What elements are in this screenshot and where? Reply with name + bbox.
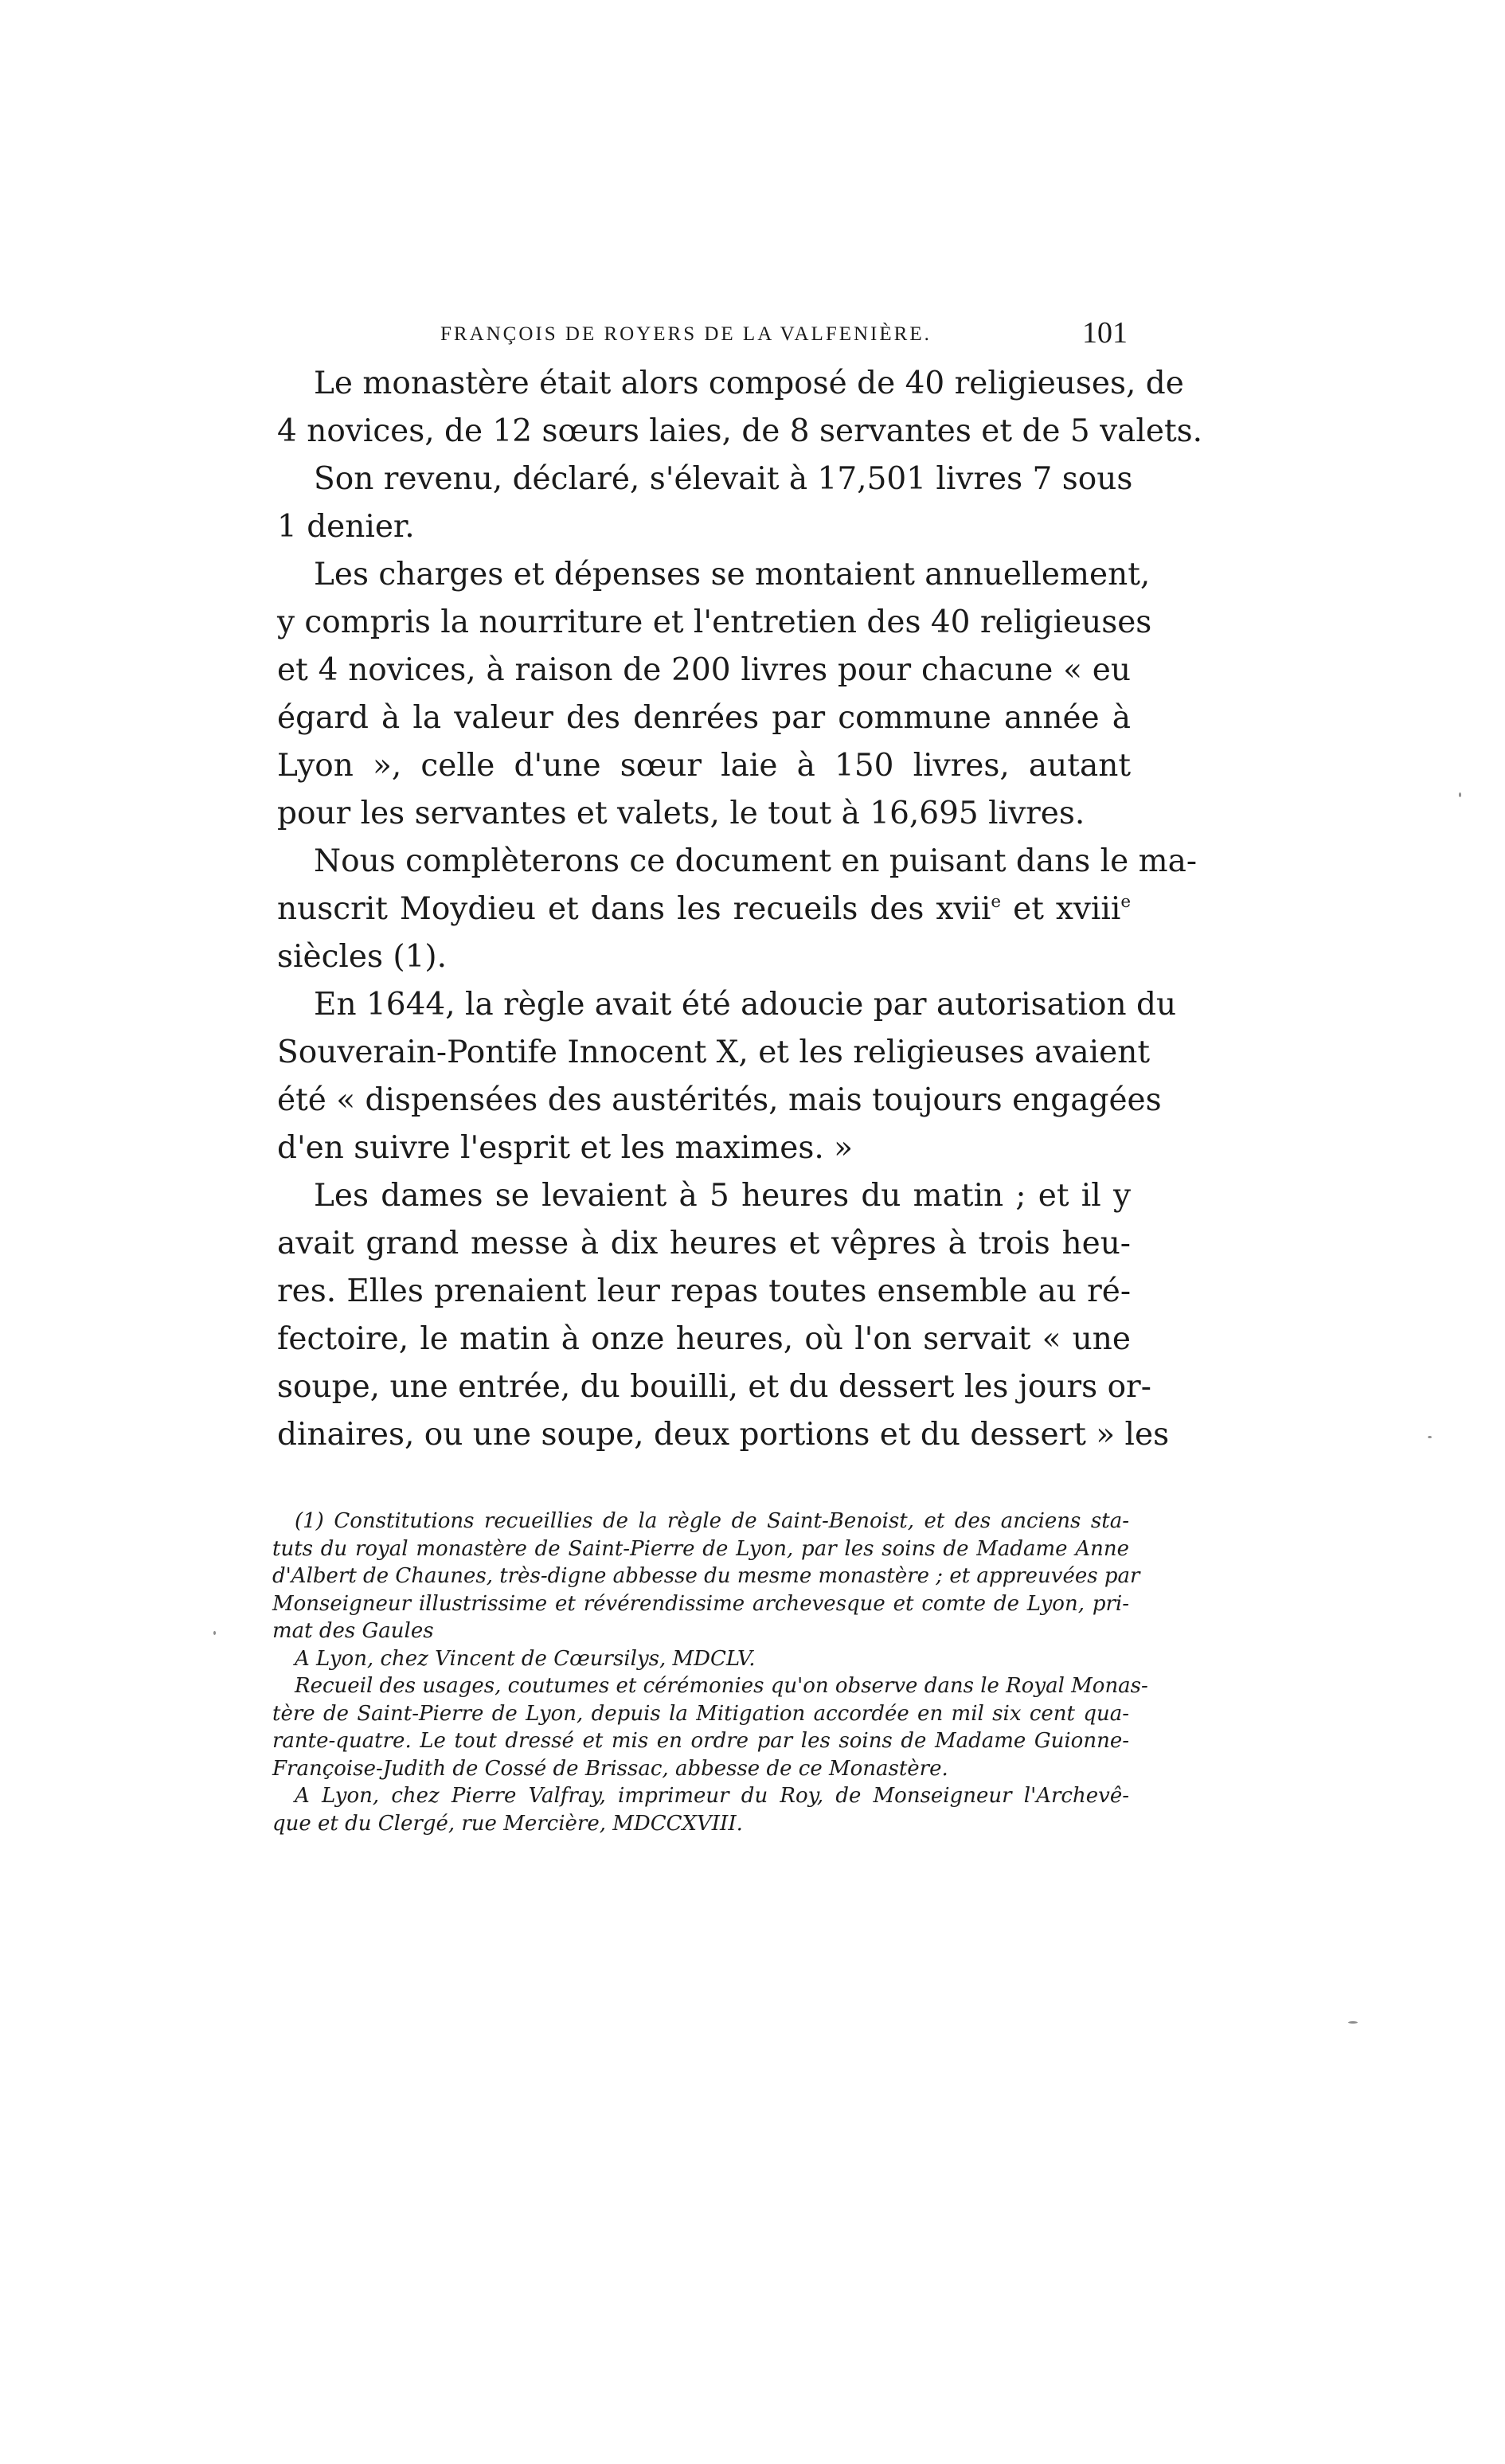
text-line: Souverain-Pontife Innocent X, et les religieuses avaient [277, 1034, 1150, 1070]
footnote-line: rante-quatre. Le tout dressé et mis en ordre par les soins de Madame Guionne- [272, 1729, 1129, 1753]
text-line: Les charges et dépenses se montaient annuellement, [314, 557, 1151, 593]
paper-speck [1459, 792, 1461, 797]
paper-speck [213, 1631, 216, 1635]
text-line: Le monastère était alors composé de 40 religieuses, de [314, 366, 1184, 401]
paper-speck [1348, 2021, 1358, 2024]
text-line: y compris la nourriture et l'entretien des 40 religieuses [277, 604, 1152, 640]
text-line: été « dispensées des austérités, mais toujours engagées [277, 1082, 1162, 1118]
text-line: res. Elles prenaient leur repas toutes ensemble au ré- [277, 1273, 1131, 1309]
text-fragment: et xviii [1001, 891, 1121, 927]
text-line: Lyon », celle d'une sœur laie à 150 livres, autant [277, 748, 1131, 784]
text-line: 1 denier. [277, 509, 415, 545]
text-line: fectoire, le matin à onze heures, où l'on servait « une [277, 1321, 1131, 1357]
text-line: Nous complèterons ce document en puisant dans le ma- [314, 843, 1198, 879]
text-line: dinaires, ou une soupe, deux portions et du dessert » les [277, 1417, 1170, 1453]
text-line: avait grand messe à dix heures et vêpres à trois heu- [277, 1226, 1131, 1261]
text-line: soupe, une entrée, du bouilli, et du dessert les jours or- [277, 1369, 1151, 1405]
footnote-line: tère de Saint-Pierre de Lyon, depuis la Mitigation accordée en mil six cent qua- [272, 1701, 1129, 1726]
text-line: 4 novices, de 12 sœurs laies, de 8 servantes et de 5 valets. [277, 413, 1203, 449]
footnotes [272, 1508, 1148, 1837]
footnote-line: d'Albert de Chaunes, très-digne abbesse du mesme monastère ; et appreuvées par [272, 1564, 1140, 1588]
superscript: e [1120, 892, 1132, 912]
text-line: pour les servantes et valets, le tout à 16,695 livres. [277, 796, 1085, 831]
text-line: Les dames se levaient à 5 heures du matin ; et il y [314, 1178, 1131, 1214]
text-line [277, 886, 1131, 933]
text-line: d'en suivre l'esprit et les maximes. » [277, 1130, 854, 1166]
main-text [277, 360, 1203, 1459]
superscript: e [991, 892, 1002, 912]
page-number: 101 [1082, 316, 1128, 350]
footnote-line: Recueil des usages, coutumes et cérémonies qu'on observe dans le Royal Monas- [295, 1674, 1148, 1698]
text-line: En 1644, la règle avait été adoucie par autorisation du [314, 987, 1177, 1023]
text-line: égard à la valeur des denrées par commune année à [277, 700, 1131, 736]
footnote-line: A Lyon, chez Vincent de Cœursilys, MDCLV. [295, 1646, 756, 1671]
text-line: siècles (1). [277, 939, 448, 975]
footnote-line: A Lyon, chez Pierre Valfray, imprimeur du Roy, de Monseigneur l'Archevê- [295, 1784, 1129, 1808]
paper-speck [1428, 1436, 1432, 1438]
footnote-line: que et du Clergé, rue Mercière, MDCCXVIII. [272, 1811, 743, 1836]
text-fragment: nuscrit Moydieu et dans les recueils des xvii [277, 891, 991, 927]
footnote-line: (1) Constitutions recueillies de la règle de Saint-Benoist, et des anciens sta- [295, 1509, 1129, 1533]
footnote-line: Monseigneur illustrissime et révérendissime archevesque et comte de Lyon, pri- [272, 1591, 1129, 1616]
page-header [277, 317, 1131, 357]
running-title: FRANÇOIS DE ROYERS DE LA VALFENIÈRE. [440, 323, 932, 345]
text-line: Son revenu, déclaré, s'élevait à 17,501 livres 7 sous [314, 461, 1133, 497]
footnote-line: tuts du royal monastère de Saint-Pierre de Lyon, par les soins de Madame Anne [272, 1536, 1129, 1561]
text-line: et 4 novices, à raison de 200 livres pour chacune « eu [277, 652, 1131, 688]
footnote-line: mat des Gaules [272, 1619, 434, 1643]
footnote-line: Françoise-Judith de Cossé de Brissac, abbesse de ce Monastère. [272, 1756, 948, 1781]
